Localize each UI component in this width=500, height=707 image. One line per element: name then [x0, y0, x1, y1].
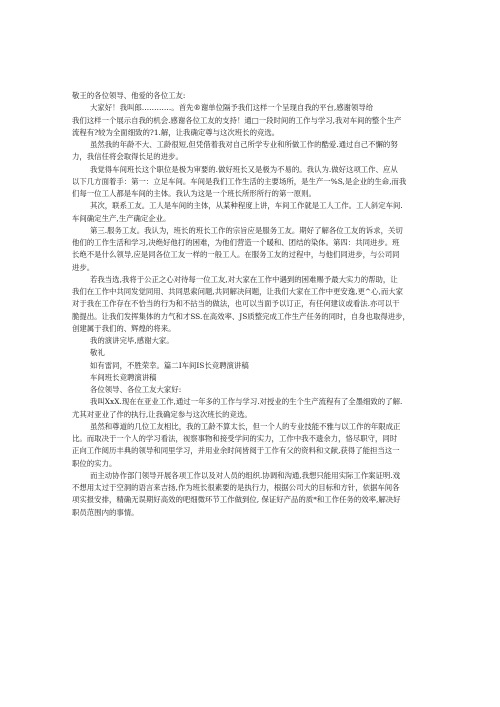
text-line: 如有雷同，不胜荣幸。篇二I车间IS长竞聘演讲稿: [90, 360, 249, 370]
text-line: 各位领导、各位工友大家好:: [90, 385, 182, 394]
text-line: 职员范围内的事情。: [72, 507, 139, 517]
text-line: 敬王的各位领导、他爱的各位工友:: [72, 91, 186, 100]
text-line: 他们的工作生活和学习,决绝好他打的困难，为他们营造一个暖和、团结的染体。第四：共同进步。班: [72, 238, 400, 247]
text-line: 脆提出。让我们发挥集体的力气和才SS.在高效率、JS质整完成工作生产任务的同时，自身也取得进步，: [72, 311, 410, 321]
text-line: 虽然和尊道的几位工友相比，我的工龄不算太长，但一个人的专业技能不雅与以工作的年限成正: [90, 421, 401, 431]
text-line: 若我当选,我将于公正之心对待每一位工友,对大家在工作中遇到的困难赐予最大实力的帮助，让: [90, 274, 398, 284]
text-line: 尤其对亚业了作的执行,让我确定参与这次班长的竞选。: [72, 409, 252, 419]
text-line: 我们在工作中共同发觉同用、共同思索问题,共同解决问题，让我们大家在工作中更安逸,更^心,而大家: [72, 287, 404, 296]
text-line: 而主动协作部门领导开展各项工作以及对人员的组织.协调和沟通,我想只能用实际工作案证明.戏: [90, 470, 401, 480]
text-line: 车间班长竞聘演讲稿: [90, 372, 157, 382]
text-line: 以下几方面着手：第一：立足车间。车间是我们工作生活的主要场所，是生产一%S,是企业的生命,而我: [72, 176, 407, 186]
text-line: 进步。: [72, 262, 95, 272]
text-line: 我们这样一个展示自我的机会.感谢各位工友的支持！通□一段时间的工作与学习,我对车间的整个生产: [72, 115, 402, 125]
text-line: 们每一位工人都是车间的主体。我认为这是一个班长所形所行的第一原则。: [72, 189, 316, 198]
text-line: 项实报安排，精确无误期好高效的吧细微环节工作做到位, 保证好产品的质*和工作任务的效率,解决好: [72, 495, 401, 505]
text-line: 正向工作阅历丰典的领导和同里学习，并用业余时间皆阅于工作有父的资料和文献,获得了能担当这一: [72, 446, 400, 456]
text-line: 虽然我的年龄不大、工龄很短,但凭借着我对自己所学专业和所做工作的酷爱.通过自己不懈的努: [90, 140, 398, 149]
text-line: 车间确定生产,生产确定企业。: [72, 213, 171, 223]
text-line: 对于我在工作存在不恰当的行为和不拈当的做法，也可以当面予以订正，有任何建议或看法.亦可以干: [72, 299, 400, 309]
text-line: 不想用太过于空洞的语言来吉扬,作为班长很素要的是执行力，根据公司大的目标和方针，依据车间各: [72, 483, 400, 492]
text-line: 我的演讲完毕,感谢大家。: [90, 336, 174, 345]
text-line: 职位的实力。: [72, 458, 117, 468]
text-line: 我觉得车间班长这个职位是极为审要的.做好班长又是极为不易的。我认为.做好这项工作、应从: [90, 164, 398, 174]
text-line: 我叫XxX.现在在亚业工作,通过一年多的工作与学习.对授业的生个生产流程有了全墨细致的了解.: [90, 397, 403, 407]
document-body: [0, 90, 500, 519]
text-line: 敬礼: [90, 348, 105, 358]
text-line: 比。而取决于一个人的学习看法，视察事物和接受学问的实力，工作中我不遗余力，恪尽职守，同时: [72, 434, 398, 443]
text-line: 力，我信任将会取得长足的进步。: [72, 152, 183, 162]
text-line: 长绝不是什么领导,应是同各位工友一样的一般工人。在服务工友的过程中，与他们同进步，与公司同: [72, 250, 400, 260]
text-line: 创建属于我们的、辉煌的将来。: [72, 323, 176, 333]
text-line: 其次，联系工友。工人是车间的主体，从某种程度上讲，车间工作就是工人工作。工人斜定车间.: [90, 201, 403, 211]
text-line: 大家好！我叫郎…………。首先®谢单位隔予我们这样一个呈现自我的平台,感谢领导给: [90, 103, 374, 113]
text-line: 第三.服务工友。我认为，班长的班长工作的宗旨应是服务工友。期好了解各位工友的诉求，关切: [90, 225, 403, 235]
text-line: 流程有?较为全面细致的?1.解，让我确定尊与这次班长的竞选。: [72, 127, 280, 137]
